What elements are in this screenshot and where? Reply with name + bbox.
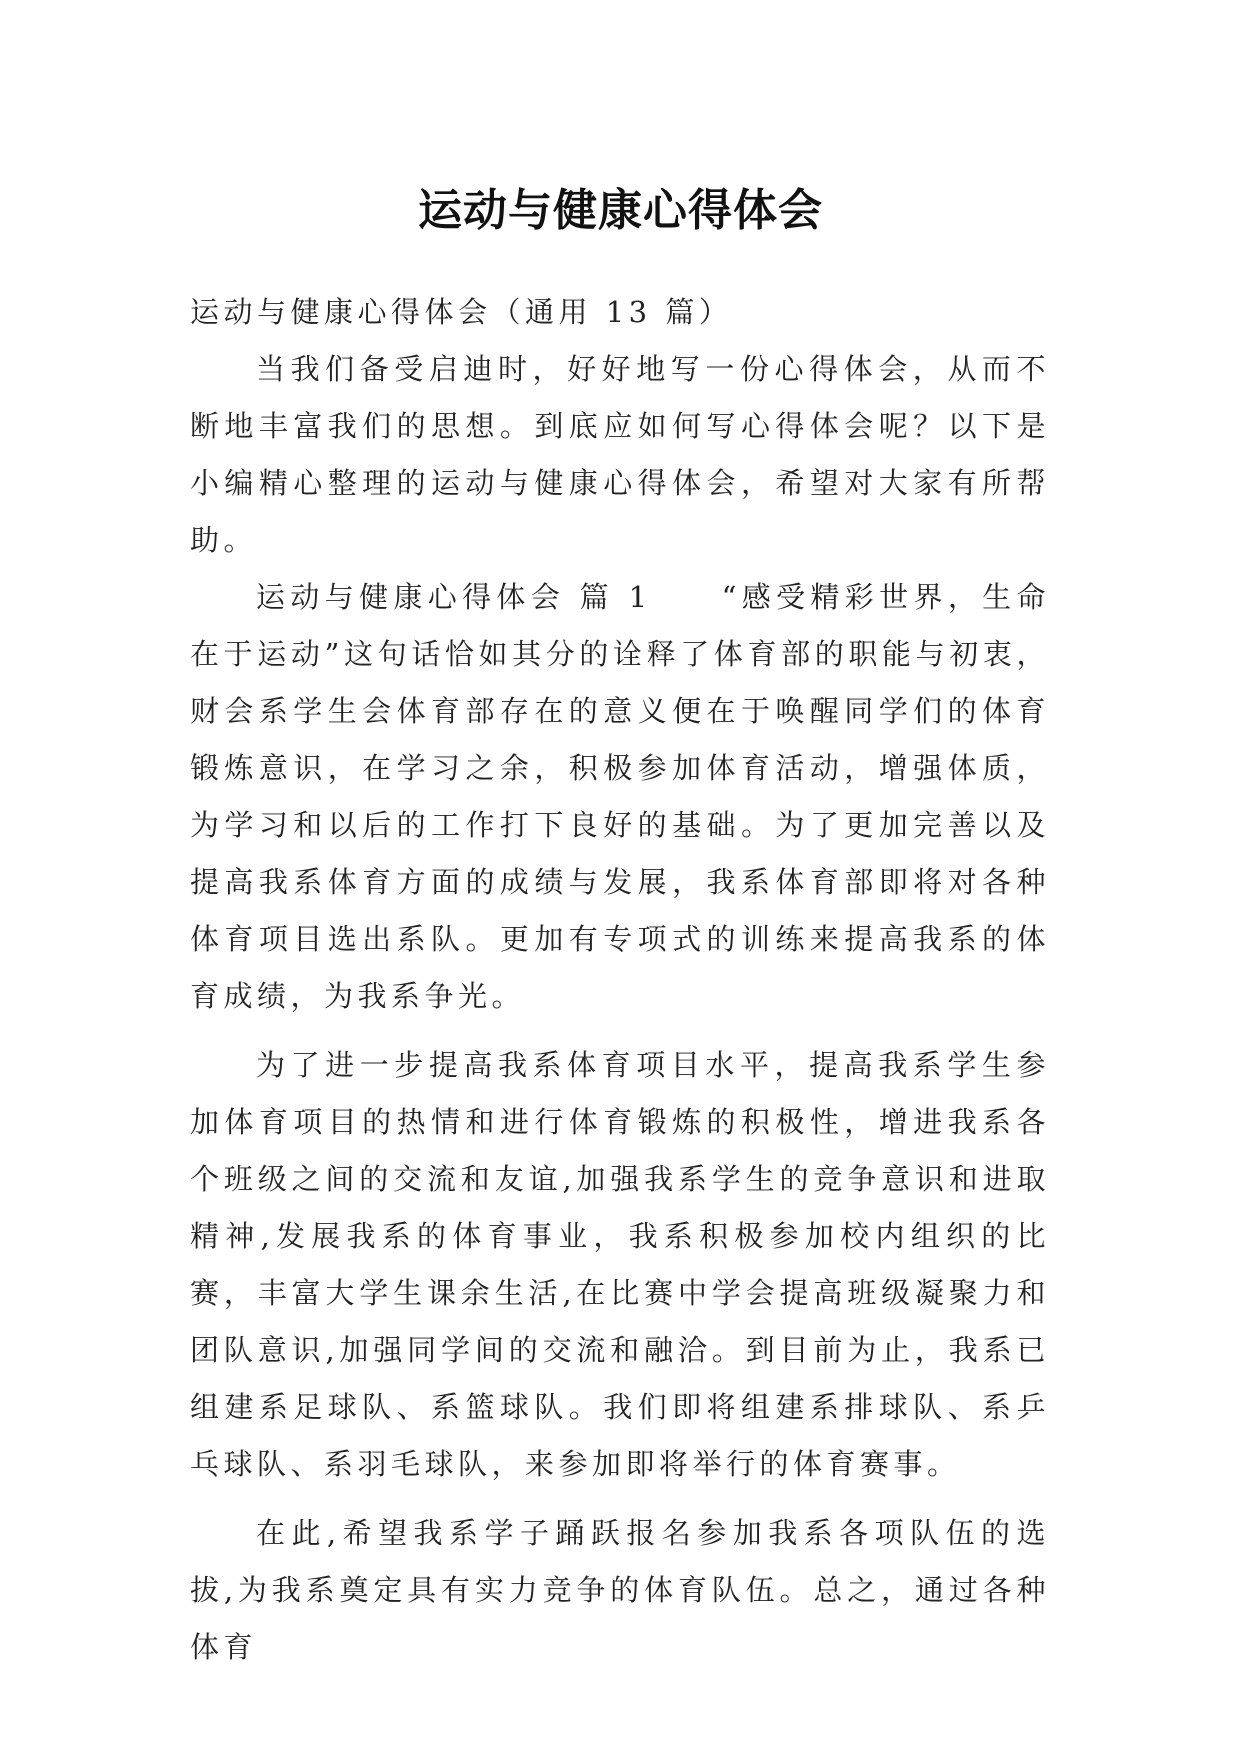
document-body	[190, 284, 1050, 1676]
section-1-paragraph	[190, 569, 1050, 1025]
intro-paragraph: 当我们备受启迪时，好好地写一份心得体会，从而不断地丰富我们的思想。到底应如何写心得体会呢？以下是小编精心整理的运动与健康心得体会，希望对大家有所帮助。	[190, 352, 1050, 557]
body-paragraph-2: 为了进一步提高我系体育项目水平，提高我系学生参加体育项目的热情和进行体育锻炼的积极性，增进我系各个班级之间的交流和友谊,加强我系学生的竞争意识和进取精神,发展我系的体育事业，我系积极参加校内组织的比赛，丰富大学生课余生活,在比赛中学会提高班级凝聚力和团队意识,加强同学间的交流和融洽。到目前为止，我系已组建系足球队、系篮球队。我们即将组建系排球队、系乒乓球队、系羽毛球队，来参加即将举行的体育赛事。	[190, 1048, 1050, 1481]
section-first-paragraph: “感受精彩世界，生命在于运动”这句话恰如其分的诠释了体育部的职能与初衷，财会系学生会体育部存在的意义便在于唤醒同学们的体育锻炼意识，在学习之余，积极参加体育活动，增强体质，为学习和以后的工作打下良好的基础。为了更加完善以及提高我系体育方面的成绩与发展，我系体育部即将对各种体育项目选出系队。更加有专项式的训练来提高我系的体育成绩，为我系争光。	[190, 580, 1051, 1013]
document-title: 运动与健康心得体会	[418, 185, 823, 237]
section-heading: 运动与健康心得体会 篇 1	[256, 580, 652, 614]
body-paragraph-3: 在此,希望我系学子踊跃报名参加我系各项队伍的选拔,为我系奠定具有实力竞争的体育队伍。总之，通过各种体育	[190, 1516, 1050, 1664]
document-subtitle: 运动与健康心得体会（通用 13 篇）	[190, 295, 733, 329]
